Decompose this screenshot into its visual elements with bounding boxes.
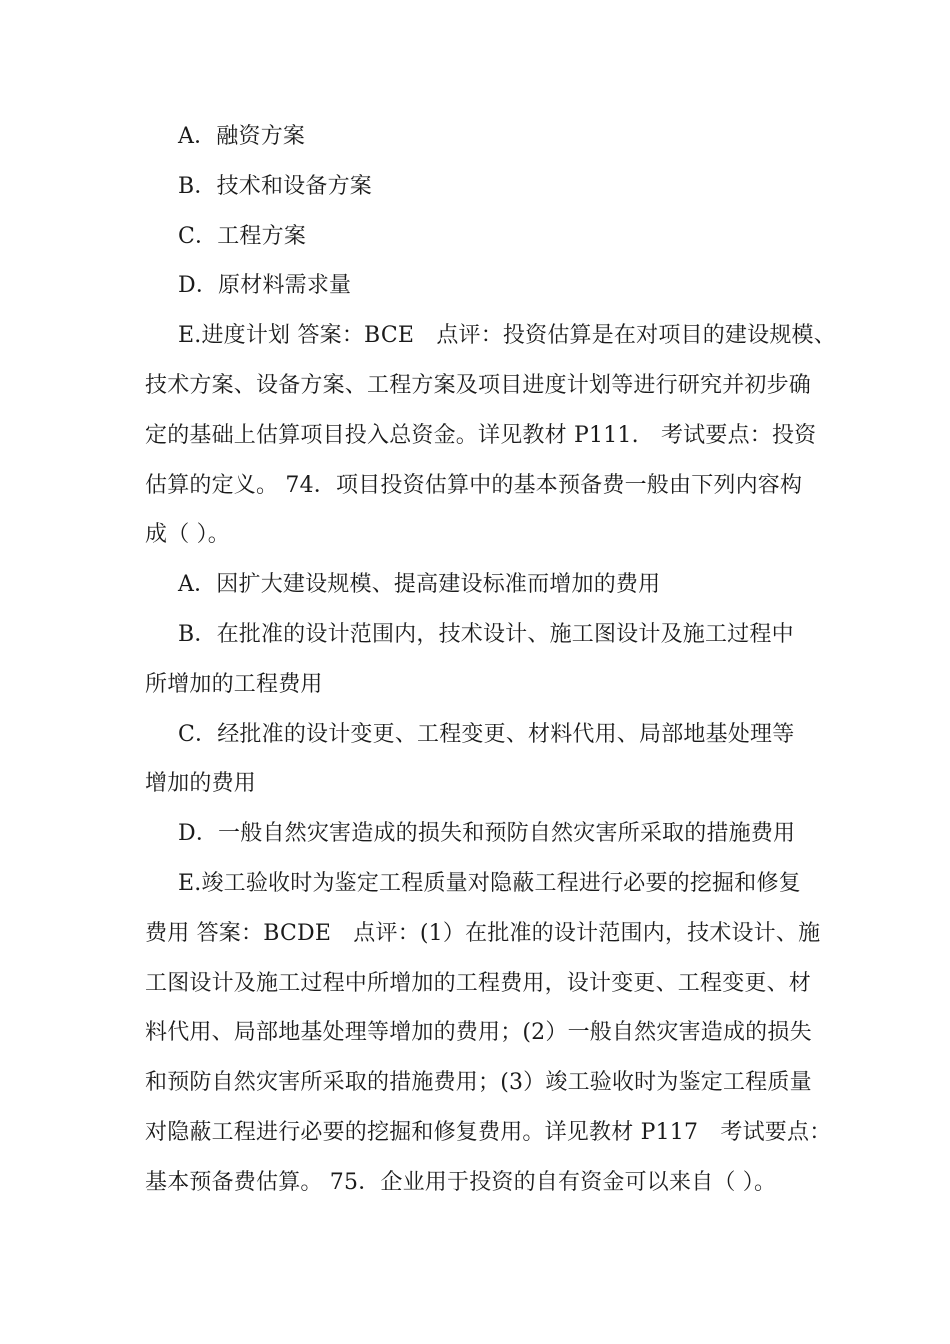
q74-option-e: E.竣工验收时为鉴定工程质量对隐蔽工程进行必要的挖掘和修复 xyxy=(178,870,801,896)
question-75-line: 基本预备费估算。 75．企业用于投资的自有资金可以来自（ ）。 xyxy=(145,1169,777,1195)
paragraph-line: 技术方案、设备方案、工程方案及项目进度计划等进行研究并初步确 xyxy=(145,372,812,398)
q74-answer-line: 费用 答案：BCDE 点评：(1）在批准的设计范围内，技术设计、施 xyxy=(145,920,821,946)
paragraph-line: 对隐蔽工程进行必要的挖掘和修复费用。详见教材 P117 考试要点： xyxy=(145,1119,832,1145)
q74-option-b-cont: 所增加的工程费用 xyxy=(145,671,323,697)
q74-option-c: C．经批准的设计变更、工程变更、材料代用、局部地基处理等 xyxy=(178,721,795,747)
q74-option-c-cont: 增加的费用 xyxy=(145,771,257,797)
q74-option-a: A．因扩大建设规模、提高建设标准而增加的费用 xyxy=(178,572,661,598)
q74-option-b: B．在批准的设计范围内，技术设计、施工图设计及施工过程中 xyxy=(178,621,794,647)
paragraph-line: 工图设计及施工过程中所增加的工程费用，设计变更、工程变更、材 xyxy=(145,970,812,996)
q74-option-d: D．一般自然灾害造成的损失和预防自然灾害所采取的措施费用 xyxy=(178,821,796,847)
option-c-engineering: C．工程方案 xyxy=(178,223,307,249)
paragraph-line: 定的基础上估算项目投入总资金。详见教材 P111. 考试要点：投资 xyxy=(145,422,817,448)
option-e-answer-line: E.进度计划 答案：BCE 点评：投资估算是在对项目的建设规模、 xyxy=(178,323,836,349)
option-a-financing: A．融资方案 xyxy=(178,124,306,149)
paragraph-line: 和预防自然灾害所采取的措施费用；(3）竣工验收时为鉴定工程质量 xyxy=(145,1070,812,1096)
option-d-materials: D．原材料需求量 xyxy=(178,273,352,299)
paragraph-line: 料代用、局部地基处理等增加的费用；(2）一般自然灾害造成的损失 xyxy=(145,1020,812,1046)
paragraph-line: 估算的定义。 74．项目投资估算中的基本预备费一般由下列内容构 xyxy=(145,472,803,498)
document-page xyxy=(145,112,836,1208)
option-b-technology: B．技术和设备方案 xyxy=(178,173,372,199)
question-74-end: 成（ ）。 xyxy=(145,522,230,548)
